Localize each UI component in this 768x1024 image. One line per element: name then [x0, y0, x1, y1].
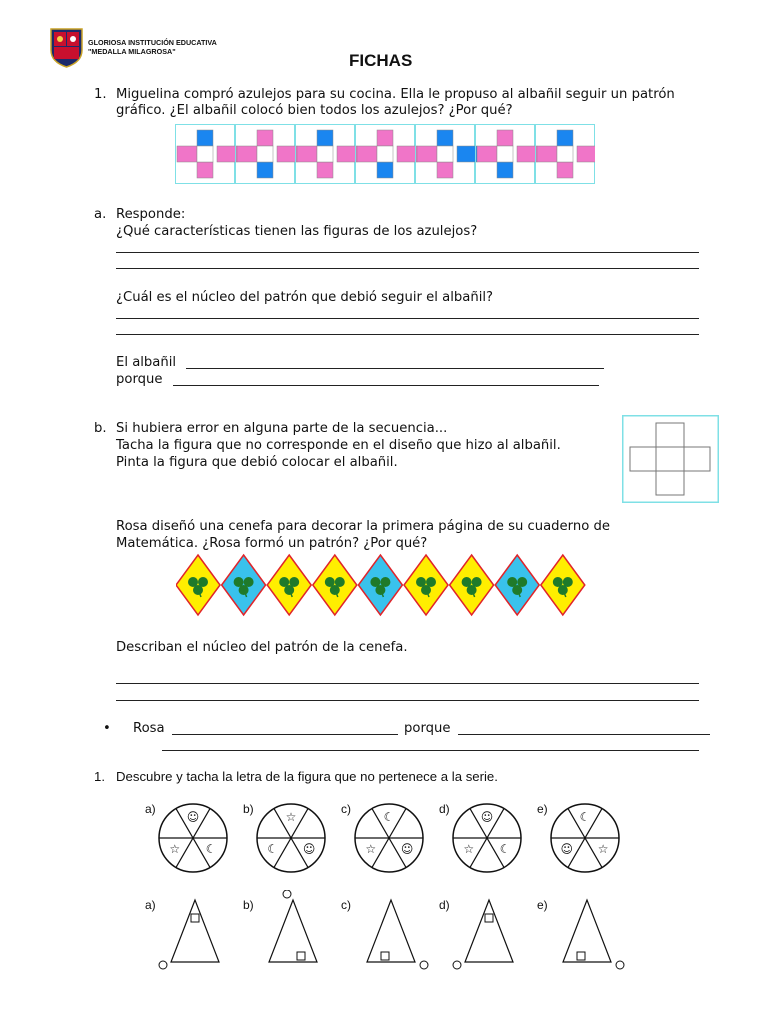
qb-line2: Tacha la figura que no corresponde en el diseño que hizo al albañil. — [116, 438, 561, 453]
tile-arm-bottom — [437, 162, 453, 178]
circle-option-label[interactable]: b) — [243, 802, 254, 816]
triangle-option-label[interactable]: b) — [243, 898, 254, 912]
tile-center — [317, 146, 333, 162]
tile-arm-left — [237, 146, 257, 162]
triangle-option-label[interactable]: e) — [537, 898, 548, 912]
q2-text: Descubre y tacha la letra de la figura que no pertenece a la serie. — [116, 769, 498, 784]
circle-symbol: ☆ — [365, 841, 377, 856]
triangle-figure[interactable] — [251, 890, 331, 970]
tile[interactable] — [476, 125, 538, 184]
tile-arm-bottom — [557, 162, 573, 178]
rosa-porque-line[interactable] — [458, 734, 710, 735]
tile-arm-right — [217, 146, 237, 162]
small-square — [191, 914, 199, 922]
small-circle — [453, 961, 461, 969]
school-name — [88, 38, 217, 56]
circle-symbol: ☺ — [400, 841, 414, 856]
tile-arm-left — [357, 146, 377, 162]
tile-arm-right — [277, 146, 297, 162]
rosa-word: Rosa — [133, 721, 165, 736]
triangle-option-label[interactable]: d) — [439, 898, 450, 912]
circle-symbol: ☆ — [597, 841, 609, 856]
circle-symbol: ☾ — [499, 841, 511, 856]
tile-center — [437, 146, 453, 162]
tile-arm-left — [177, 146, 197, 162]
tile-arm-right — [577, 146, 595, 162]
tile-arm-left — [417, 146, 437, 162]
tile-arm-right — [337, 146, 357, 162]
tile-arm-right — [457, 146, 477, 162]
qb-line1: Si hubiera error en alguna parte de la secuencia... — [116, 421, 448, 436]
qa-question2: ¿Cuál es el núcleo del patrón que debió seguir el albañil? — [116, 290, 494, 305]
tile-arm-bottom — [197, 162, 213, 178]
triangle-figure[interactable] — [349, 890, 429, 970]
diamond[interactable] — [313, 555, 357, 615]
circle-option-label[interactable]: e) — [537, 802, 548, 816]
circle-symbol: ☾ — [383, 810, 395, 824]
tile-arm-left — [537, 146, 557, 162]
school-name-line2: "MEDALLA MILAGROSA" — [88, 47, 176, 56]
diamond[interactable] — [404, 555, 448, 615]
rosa-describe: Describan el núcleo del patrón de la cenefa. — [116, 640, 408, 655]
answer-line[interactable] — [116, 334, 699, 335]
school-name-line1: GLORIOSA INSTITUCIÓN EDUCATIVA — [88, 38, 217, 47]
triangle-figure[interactable] — [545, 890, 625, 970]
circle-option-label[interactable]: a) — [145, 802, 156, 816]
tile-arm-top — [317, 130, 333, 146]
tile[interactable] — [296, 125, 358, 184]
tile[interactable] — [176, 125, 238, 184]
triangle-option-label[interactable]: a) — [145, 898, 156, 912]
circle-symbol: ☆ — [169, 841, 181, 856]
rosa-porque: porque — [404, 721, 451, 736]
tile-center — [557, 146, 573, 162]
tile-arm-bottom — [257, 162, 273, 178]
tile-arm-top — [257, 130, 273, 146]
triangle-figure[interactable] — [447, 890, 527, 970]
small-square — [485, 914, 493, 922]
circle-symbol: ☺ — [302, 841, 316, 856]
tile-arm-left — [477, 146, 497, 162]
small-circle — [616, 961, 624, 969]
small-square — [577, 952, 585, 960]
tile[interactable] — [416, 125, 478, 184]
circle-symbol: ☾ — [205, 841, 217, 856]
tile-arm-top — [497, 130, 513, 146]
circle-option-label[interactable]: c) — [341, 802, 351, 816]
circle-symbol: ☆ — [285, 810, 297, 824]
tile[interactable] — [356, 125, 418, 184]
porque-label: porque — [116, 372, 163, 387]
answer-line[interactable] — [116, 252, 699, 253]
porque-answer-line[interactable] — [173, 385, 599, 386]
tile-arm-top — [377, 130, 393, 146]
answer-line[interactable] — [116, 318, 699, 319]
border-strip — [176, 550, 591, 620]
diamond[interactable] — [267, 555, 311, 615]
tile-arm-bottom — [317, 162, 333, 178]
circle-symbol: ☆ — [463, 841, 475, 856]
tile-arm-bottom — [377, 162, 393, 178]
circle-symbol: ☺ — [560, 841, 574, 856]
diamond[interactable] — [541, 555, 585, 615]
small-square — [297, 952, 305, 960]
albanil-label: El albañil — [116, 355, 177, 370]
school-crest — [50, 28, 83, 68]
answer-line[interactable] — [116, 683, 699, 684]
triangle-option-label[interactable]: c) — [341, 898, 351, 912]
diamond[interactable] — [495, 555, 539, 615]
tile-strip — [175, 124, 595, 184]
qa-question1: ¿Qué características tienen las figuras de los azulejos? — [116, 224, 478, 239]
tile-arm-right — [397, 146, 417, 162]
rosa-answer-line[interactable] — [172, 734, 398, 735]
albanil-answer-line[interactable] — [186, 368, 604, 369]
answer-line[interactable] — [116, 700, 699, 701]
diamond[interactable] — [358, 555, 402, 615]
triangle-figure[interactable] — [153, 890, 233, 970]
tile-arm-left — [297, 146, 317, 162]
diamond[interactable] — [176, 555, 220, 615]
bullet: • — [103, 721, 111, 736]
answer-line[interactable] — [116, 268, 699, 269]
qb-line3: Pinta la figura que debió colocar el albañil. — [116, 455, 398, 470]
q1-line2: gráfico. ¿El albañil colocó bien todos los azulejos? ¿Por qué? — [116, 103, 513, 118]
q1-line1: Miguelina compró azulejos para su cocina. Ella le propuso al albañil seguir un patrón — [116, 87, 675, 102]
tile-center — [197, 146, 213, 162]
tile-center — [497, 146, 513, 162]
q1-number: 1. — [94, 87, 107, 102]
tile-center — [257, 146, 273, 162]
small-circle — [420, 961, 428, 969]
tile[interactable] — [236, 125, 298, 184]
diamond[interactable] — [222, 555, 266, 615]
qa-letter: a. — [94, 207, 107, 222]
circle-symbol: ☾ — [579, 810, 591, 824]
diamond[interactable] — [450, 555, 494, 615]
rosa-line2: Matemática. ¿Rosa formó un patrón? ¿Por qué? — [116, 536, 428, 551]
tile-arm-bottom — [497, 162, 513, 178]
tile-arm-top — [437, 130, 453, 146]
small-circle — [159, 961, 167, 969]
tile-arm-right — [517, 146, 537, 162]
paint-tile-box[interactable] — [622, 415, 719, 503]
qa-heading: Responde: — [116, 207, 186, 222]
circle-symbol: ☺ — [186, 810, 200, 824]
tile-arm-top — [197, 130, 213, 146]
answer-line[interactable] — [162, 750, 699, 751]
circle-option-label[interactable]: d) — [439, 802, 450, 816]
rosa-line1: Rosa diseñó una cenefa para decorar la primera página de su cuaderno de — [116, 519, 610, 534]
tile-arm-top — [557, 130, 573, 146]
q2-number: 1. — [94, 769, 105, 784]
circle-symbol: ☾ — [267, 841, 279, 856]
tile[interactable] — [536, 125, 596, 184]
tile-center — [377, 146, 393, 162]
small-square — [381, 952, 389, 960]
circle-symbol: ☺ — [480, 810, 494, 824]
small-circle — [283, 890, 291, 898]
page-title: FICHAS — [349, 51, 413, 70]
qb-letter: b. — [94, 421, 107, 436]
